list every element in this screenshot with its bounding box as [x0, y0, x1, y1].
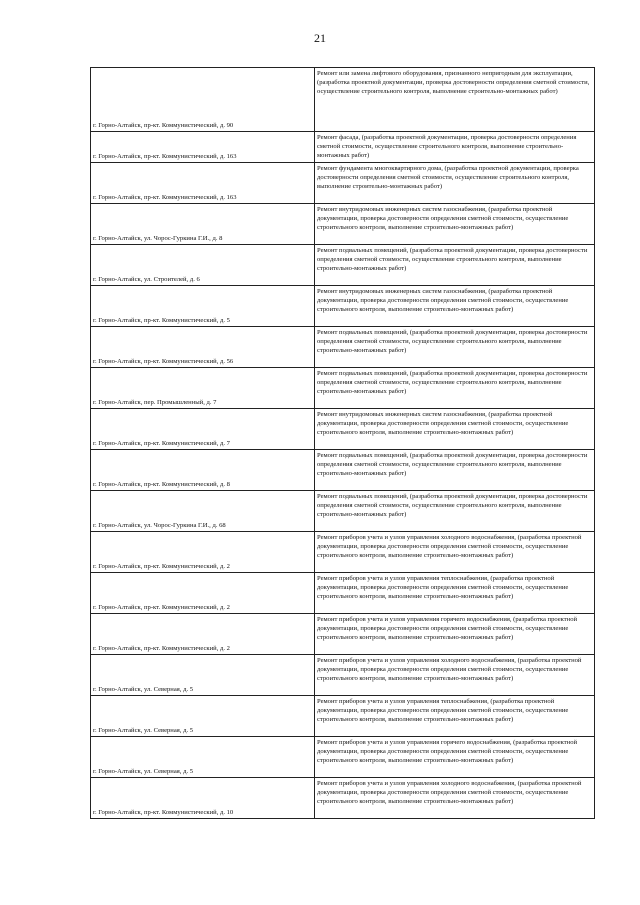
work-description-cell: Ремонт подвальных помещений, (разработка проектной документации, проверка достоверности определения сметной стоимости, осуществление строительного контроля, выполнение строительно-монтажных работ): [315, 450, 595, 491]
address-cell: г. Горно-Алтайск, пр-кт. Коммунистический, д. 10: [91, 778, 315, 819]
work-description-cell: Ремонт внутридомовых инженерных систем газоснабжения, (разработка проектной документации, проверка достоверности определения сметной стоимости, осуществление строительного контроля, выполнение строительно-монтажных работ): [315, 409, 595, 450]
table-row: [91, 68, 595, 132]
table-row: [91, 737, 595, 778]
address-cell: г. Горно-Алтайск, пр-кт. Коммунистический, д. 90: [91, 68, 315, 132]
table-row: [91, 286, 595, 327]
work-description-cell: Ремонт приборов учета и узлов управления горячего водоснабжения, (разработка проектной документации, проверка достоверности определения сметной стоимости, осуществление строительного контроля, выполнение строительно-монтажных работ): [315, 737, 595, 778]
table-row: [91, 204, 595, 245]
address-cell: г. Горно-Алтайск, пр-кт. Коммунистический, д. 8: [91, 450, 315, 491]
address-cell: г. Горно-Алтайск, ул. Северная, д. 5: [91, 696, 315, 737]
table-row: [91, 245, 595, 286]
page-number: 21: [314, 31, 326, 45]
work-description-cell: Ремонт внутридомовых инженерных систем газоснабжения, (разработка проектной документации, проверка достоверности определения сметной стоимости, осуществление строительного контроля, выполнение строительно-монтажных работ): [315, 286, 595, 327]
address-cell: г. Горно-Алтайск, пр-кт. Коммунистический, д. 2: [91, 614, 315, 655]
table-body: [91, 68, 595, 819]
table-row: [91, 327, 595, 368]
table-row: [91, 450, 595, 491]
address-cell: г. Горно-Алтайск, пр-кт. Коммунистический, д. 2: [91, 532, 315, 573]
table-row: [91, 409, 595, 450]
work-description-cell: Ремонт подвальных помещений, (разработка проектной документации, проверка достоверности определения сметной стоимости, осуществление строительного контроля, выполнение строительно-монтажных работ): [315, 245, 595, 286]
work-description-cell: Ремонт приборов учета и узлов управления горячего водоснабжения, (разработка проектной документации, проверка достоверности определения сметной стоимости, осуществление строительного контроля, выполнение строительно-монтажных работ): [315, 614, 595, 655]
address-cell: г. Горно-Алтайск, пр-кт. Коммунистический, д. 163: [91, 132, 315, 163]
works-table: [90, 67, 595, 819]
table-row: [91, 491, 595, 532]
work-description-cell: Ремонт приборов учета и узлов управления теплоснабжения, (разработка проектной документации, проверка достоверности определения сметной стоимости, осуществление строительного контроля, выполнение строительно-монтажных работ): [315, 573, 595, 614]
address-cell: г. Горно-Алтайск, ул. Северная, д. 5: [91, 737, 315, 778]
table-row: [91, 655, 595, 696]
address-cell: г. Горно-Алтайск, пр-кт. Коммунистический, д. 2: [91, 573, 315, 614]
work-description-cell: Ремонт приборов учета и узлов управления холодного водоснабжения, (разработка проектной документации, проверка достоверности определения сметной стоимости, осуществление строительного контроля, выполнение строительно-монтажных работ): [315, 778, 595, 819]
table-row: [91, 163, 595, 204]
work-description-cell: Ремонт приборов учета и узлов управления теплоснабжения, (разработка проектной документации, проверка достоверности определения сметной стоимости, осуществление строительного контроля, выполнение строительно-монтажных работ): [315, 696, 595, 737]
work-description-cell: Ремонт фасада, (разработка проектной документации, проверка достоверности определения сметной стоимости, осуществление строительного контроля, выполнение строительно-монтажных работ): [315, 132, 595, 163]
address-cell: г. Горно-Алтайск, ул. Чорос-Гуркина Г.И., д. 8: [91, 204, 315, 245]
work-description-cell: Ремонт или замена лифтового оборудования, признанного непригодным для эксплуатации, (разработка проектной документации, проверка достоверности определения сметной стоимости, осуществление строительного контроля, выполнение строительно-монтажных работ): [315, 68, 595, 132]
table-row: [91, 696, 595, 737]
work-description-cell: Ремонт фундамента многоквартирного дома, (разработка проектной документации, проверка достоверности определения сметной стоимости, осуществление строительного контроля, выполнение строительно-монтажных работ): [315, 163, 595, 204]
address-cell: г. Горно-Алтайск, ул. Чорос-Гуркина Г.И., д. 68: [91, 491, 315, 532]
work-description-cell: Ремонт внутридомовых инженерных систем газоснабжения, (разработка проектной документации, проверка достоверности определения сметной стоимости, осуществление строительного контроля, выполнение строительно-монтажных работ): [315, 204, 595, 245]
table-row: [91, 368, 595, 409]
work-description-cell: Ремонт подвальных помещений, (разработка проектной документации, проверка достоверности определения сметной стоимости, осуществление строительного контроля, выполнение строительно-монтажных работ): [315, 491, 595, 532]
work-description-cell: Ремонт приборов учета и узлов управления холодного водоснабжения, (разработка проектной документации, проверка достоверности определения сметной стоимости, осуществление строительного контроля, выполнение строительно-монтажных работ): [315, 655, 595, 696]
table-row: [91, 132, 595, 163]
table-row: [91, 532, 595, 573]
address-cell: г. Горно-Алтайск, ул. Строителей, д. 6: [91, 245, 315, 286]
table-row: [91, 778, 595, 819]
table-row: [91, 573, 595, 614]
address-cell: г. Горно-Алтайск, пр-кт. Коммунистический, д. 56: [91, 327, 315, 368]
address-cell: г. Горно-Алтайск, пр-кт. Коммунистический, д. 163: [91, 163, 315, 204]
address-cell: г. Горно-Алтайск, ул. Северная, д. 5: [91, 655, 315, 696]
work-description-cell: Ремонт приборов учета и узлов управления холодного водоснабжения, (разработка проектной документации, проверка достоверности определения сметной стоимости, осуществление строительного контроля, выполнение строительно-монтажных работ): [315, 532, 595, 573]
work-description-cell: Ремонт подвальных помещений, (разработка проектной документации, проверка достоверности определения сметной стоимости, осуществление строительного контроля, выполнение строительно-монтажных работ): [315, 327, 595, 368]
address-cell: г. Горно-Алтайск, пр-кт. Коммунистический, д. 5: [91, 286, 315, 327]
table-row: [91, 614, 595, 655]
address-cell: г. Горно-Алтайск, пер. Промышленный, д. 7: [91, 368, 315, 409]
address-cell: г. Горно-Алтайск, пр-кт. Коммунистический, д. 7: [91, 409, 315, 450]
work-description-cell: Ремонт подвальных помещений, (разработка проектной документации, проверка достоверности определения сметной стоимости, осуществление строительного контроля, выполнение строительно-монтажных работ): [315, 368, 595, 409]
